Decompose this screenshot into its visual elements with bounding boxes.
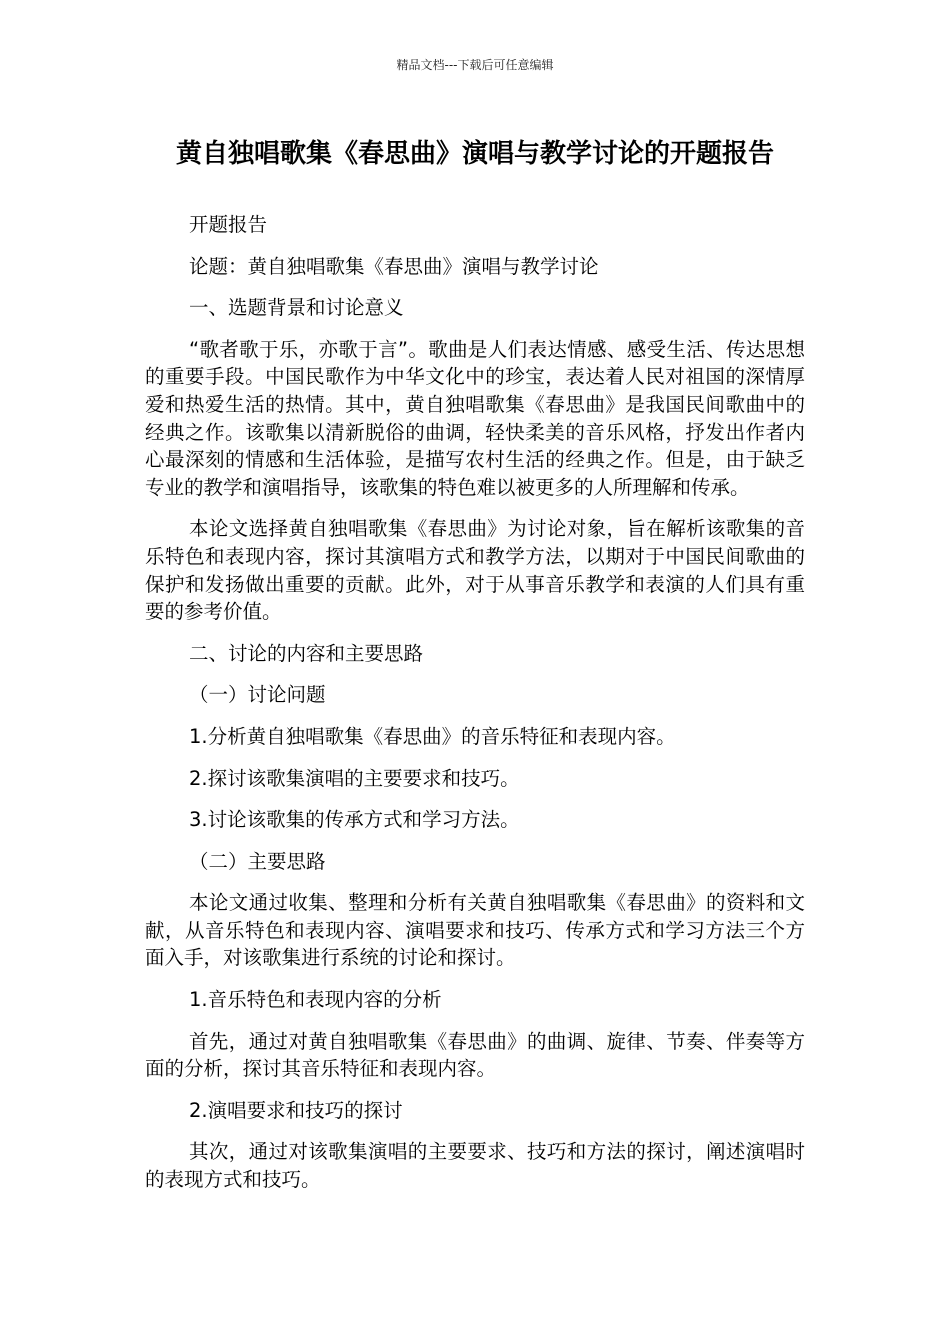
section-heading-1: 一、选题背景和讨论意义	[189, 296, 404, 320]
question-item-1: 1.分析黄自独唱歌集《春思曲》的音乐特征和表现内容。	[189, 724, 676, 748]
heading-report: 开题报告	[189, 213, 268, 236]
approach-item-1: 1.音乐特色和表现内容的分析	[189, 988, 442, 1012]
approach-item-2: 2.演唱要求和技巧的探讨	[189, 1098, 403, 1122]
section-heading-2: 二、讨论的内容和主要思路	[189, 641, 424, 665]
document-body	[145, 211, 805, 1208]
document-title: 黄自独唱歌集《春思曲》演唱与教学讨论的开题报告	[175, 139, 774, 169]
topic-line: 论题：黄自独唱歌集《春思曲》演唱与教学讨论	[189, 254, 599, 278]
question-item-2: 2.探讨该歌集演唱的主要要求和技巧。	[189, 766, 520, 790]
paragraph-approach-1: 首先，通过对黄自独唱歌集《春思曲》的曲调、旋律、节奏、伴奏等方面的分析，探讨其音乐特征和表现内容。	[145, 1029, 805, 1081]
paragraph-purpose: 本论文选择黄自独唱歌集《春思曲》为讨论对象，旨在解析该歌集的音乐特色和表现内容，探讨其演唱方式和教学方法，以期对于中国民间歌曲的保护和发扬做出重要的贡献。此外，对于从事音乐教学和表演的人们具有重要的参考价值。	[145, 517, 805, 624]
question-item-3: 3.讨论该歌集的传承方式和学习方法。	[189, 808, 520, 832]
paragraph-approach: 本论文通过收集、整理和分析有关黄自独唱歌集《春思曲》的资料和文献，从音乐特色和表现内容、演唱要求和技巧、传承方式和学习方法三个方面入手，对该歌集进行系统的讨论和探讨。	[145, 891, 805, 970]
header-note: 精品文档---下载后可任意编辑	[396, 58, 554, 72]
subsection-heading-questions: （一）讨论问题	[189, 683, 326, 707]
subsection-heading-approach: （二）主要思路	[189, 849, 326, 873]
paragraph-background: “歌者歌于乐，亦歌于言”。歌曲是人们表达情感、感受生活、传达思想的重要手段。中国民歌作为中华文化中的珍宝，表达着人民对祖国的深情厚爱和热爱生活的热情。其中，黄自独唱歌集《春思曲》是我国民间歌曲中的经典之作。该歌集以清新脱俗的曲调，轻快柔美的音乐风格，抒发出作者内心最深刻的情感和生活体验，是描写农村生活的经典之作。但是，由于缺乏专业的教学和演唱指导，该歌集的特色难以被更多的人所理解和传承。	[145, 337, 805, 499]
paragraph-approach-2: 其次，通过对该歌集演唱的主要要求、技巧和方法的探讨，阐述演唱时的表现方式和技巧。	[145, 1140, 805, 1192]
